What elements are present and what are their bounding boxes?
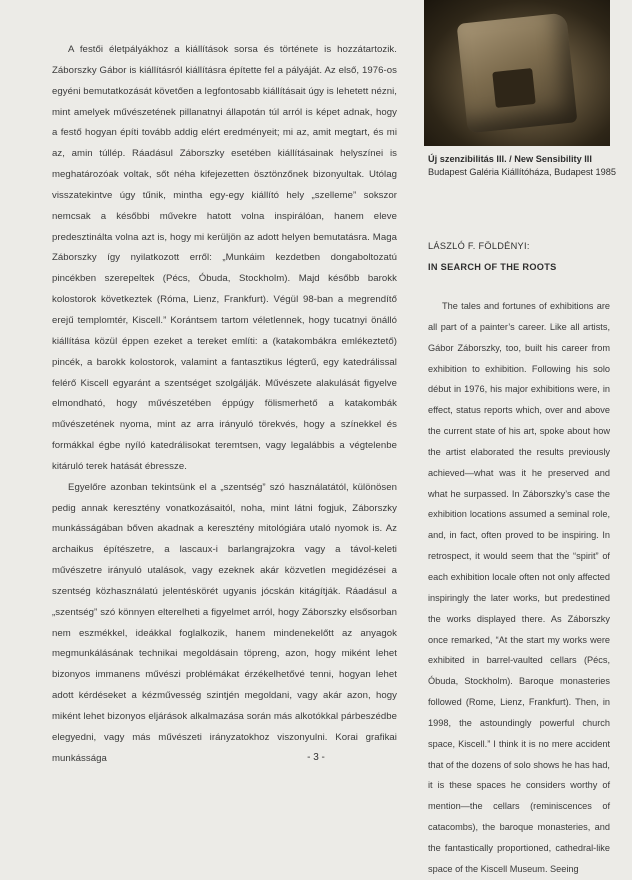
artwork-notch-shape [492, 68, 536, 108]
artwork-photo [424, 0, 610, 146]
hungarian-paragraph-2: Egyelőre azonban tekintsünk el a „szentség” szó használatától, különösen pedig annak keresztény vonatkozásaitól, noha, mint látni fogjuk, Záborszky munkásságában bőven akadnak a keresztény mitológiára utaló nyomok is. Az archaikus építészetre, a lascaux-i barlangrajzokra vagy a távol-keleti művészetre irányuló utalások, vagy ezeknek akár közvetlen megidézései a szentség közhasználatú jelentéskörét ugyanis jócskán kitágítják. Ráadásul a „szentség” szó könnyen elterelheti a figyelmet arról, hogy Záborszky elsősorban nem eszmékkel, ideákkal foglalkozik, hanem mindenekelőtt az anyagok megmunkálásának technikai megoldásain töpreng, azon, hogy miként lehet bizonyos immanens művészi problémákat érzékelhetővé tenni, hogyan lehet adott kérdéseket a kézművesség szintjén megoldani, vagy akár azon, hogy miként lehet bizonyos eljárások alkalmazása során más alkotókkal párbeszédbe elegyedni, vagy más művészeti irányzatokhoz viszonyulni. Korai grafikai munkássága [52, 481, 397, 764]
photo-caption [428, 153, 628, 179]
essay-heading [428, 236, 628, 278]
page-number: - 3 - [307, 752, 325, 763]
english-paragraph: The tales and fortunes of exhibitions are all part of a painter’s career. Like all artists, Gábor Záborszky, too, built his career from exhibition to exhibition. Following his solo début in 1976, his major exhibitions were, in effect, status reports which, over and above the current state of his art, spoke about how the artist elaborated the results previously achieved—what was it he preserved and what he surpassed. In Záborszky’s case the exhibition locations assumed a seminal role, and, in fact, often proved to be inspiring. In retrospect, it would seem that the “spirit” of each exhibition locale often not only affected inspiringly the later works, but predestined the works displayed there. As Záborszky once remarked, “At the start my works were exhibited in barrel-vaulted cellars (Pécs, Óbuda, Stockholm). Baroque monasteries followed (Rome, Lienz, Frankfurt). Then, in 1998, the astoundingly powerful church space, Kiscell.” I think it is no mere accident that of the dozens of solo shows he has had, it is these spaces he considers worthy of mention—the cellars (reminiscences of catacombs), the baroque monasteries, and the fantastically proportioned, cathedral-like space of the Kiscell Museum. Seeing [428, 301, 610, 874]
author-name: LÁSZLÓ F. FÖLDÉNYI: [428, 241, 530, 251]
essay-title: IN SEARCH OF THE ROOTS [428, 262, 557, 272]
hungarian-paragraph-1: A festői életpályákhoz a kiállítások sorsa és története is hozzátartozik. Záborszky Gábor is kiállításról kiállításra építette fel a pályáját. Az első, 1976-os egyéni bemutatkozását követően a legfontosabb kiállításait úgy is lehetett nézni, mint amelyek művészetének pillanatnyi állapotán túl arról is képet adnak, hogy a festő hogyan építi tovább addig elért eredményeit; mi az, amit megtart, és mi az, amin túllép. Ráadásul Záborszky esetében kiállításainak helyszínei is meghatározóak voltak, sőt néha kifejezetten ösztönzőnek bizonyultak. Utólag visszatekintve úgy tűnik, mintha egy-egy kiállító hely „szelleme” sokszor nemcsak a későbbi művekre hatott volna inspirálóan, hanem eleve predesztinálta volna azt is, hogy mi kerüljön az adott helyen bemutatásra. Maga Záborszky így nyilatkozott erről: „Munkáim kezdetben dongaboltozatú pincékben szerepeltek (Pécs, Óbuda, Stockholm). Majd később barokk kolostorok következtek (Róma, Lienz, Frankfurt). Végül 98-ban a megrendítő erejű templomtér, Kiscell.” Korántsem tartom véletlennek, hogy tucatnyi önálló kiállítása közül éppen ezeket a tereket említi: a (katakombákra emlékeztető) pincék, a barokk kolostorok, valamint a fantasztikus légterű, egy katedrálissal felérő Kiscell egyaránt a szentséget szolgálják. Művészete alakulását figyelve elmondható, hogy művészetében éppúgy fölismerhető a katakombák művészetének nyoma, mint az arra irányuló törekvés, hogy a színekkel és formákkal égbe nyíló katedrálisokat teremtsen, vagy legalábbis a végtelenbe kitáruló terek hatását ébressze. [52, 44, 397, 472]
caption-location: Budapest Galéria Kiállítóháza, Budapest 1985 [428, 167, 616, 177]
english-body-text [428, 296, 610, 880]
hungarian-body-text [52, 40, 397, 770]
caption-title: Új szenzibilitás III. / New Sensibility III [428, 154, 592, 164]
